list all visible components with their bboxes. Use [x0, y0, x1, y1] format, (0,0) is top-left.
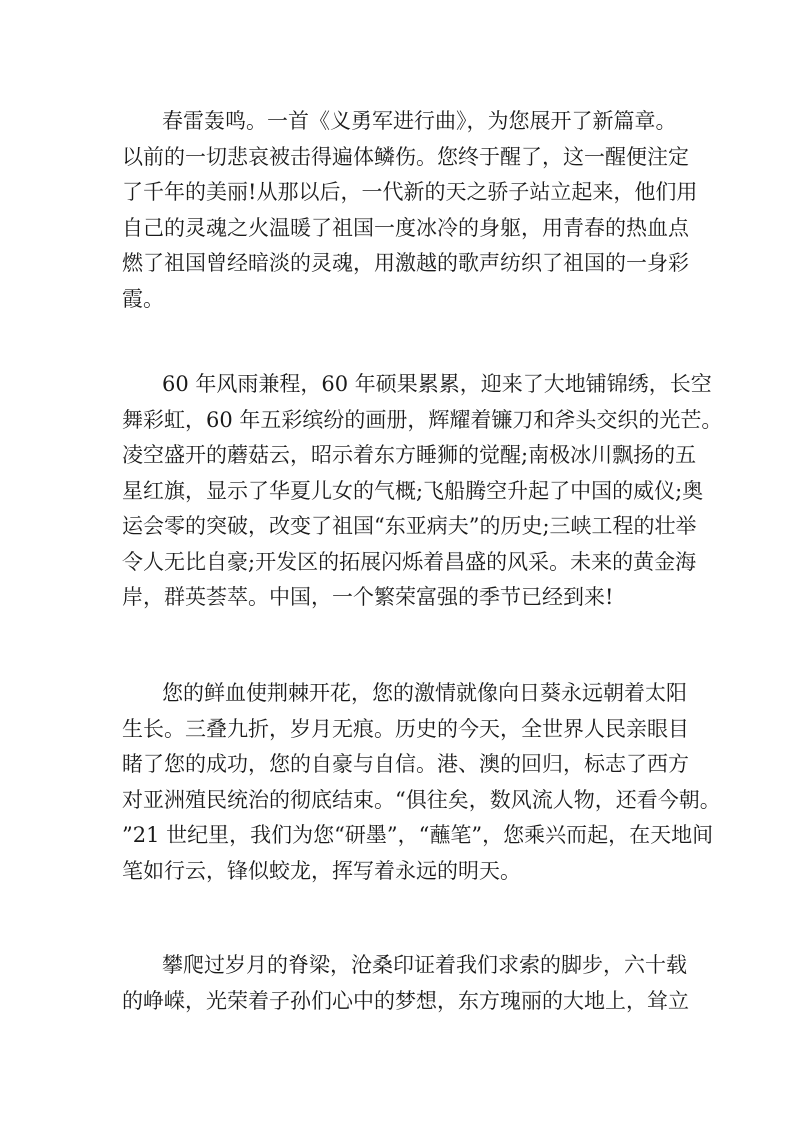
- text-line: 岸，群英荟萃。中国，一个繁荣富强的季节已经到来!: [122, 585, 614, 609]
- text-line: 燃了祖国曾经暗淡的灵魂，用激越的歌声纺织了祖国的一身彩: [122, 251, 689, 275]
- text-line: 凌空盛开的蘑菇云，昭示着东方睡狮的觉醒;南极冰川飘扬的五: [122, 443, 697, 467]
- text-line: 睹了您的成功，您的自豪与自信。港、澳的回归，标志了西方: [122, 752, 689, 776]
- text-line: 60 年风雨兼程，60 年硕果累累，迎来了大地铺锦绣，长空: [162, 372, 712, 396]
- text-line: 自己的灵魂之火温暖了祖国一度冰冷的身躯，用青春的热血点: [122, 215, 689, 240]
- text-line: 对亚洲殖民统治的彻底结束。“俱往矣，数风流人物，还看今朝。: [122, 787, 721, 812]
- text-line: 笔如行云，锋似蛟龙，挥写着永远的明天。: [122, 858, 521, 883]
- text-line: 令人无比自豪;开发区的拓展闪烁着昌盛的风采。未来的黄金海: [122, 549, 697, 574]
- text-line: 以前的一切悲哀被击得遍体鳞伤。您终于醒了，这一醒便注定: [122, 144, 689, 169]
- text-line: 霞。: [122, 286, 164, 311]
- paragraph-2: [122, 367, 723, 616]
- text-line: 春雷轰鸣。一首《义勇军进行曲》，为您展开了新篇章。: [162, 109, 677, 133]
- text-line: 的峥嵘，光荣着子孙们心中的梦想，东方瑰丽的大地上，耸立: [122, 988, 689, 1013]
- text-line: 星红旗，显示了华夏儿女的气概;飞船腾空升起了中国的威仪;奥: [122, 478, 704, 503]
- text-line: 运会零的突破，改变了祖国“东亚病夫”的历史;三峡工程的壮举: [122, 514, 697, 538]
- text-line: 舞彩虹，60 年五彩缤纷的画册，辉耀着镰刀和斧头交织的光芒。: [122, 407, 723, 432]
- text-line: 攀爬过岁月的脊梁，沧桑印证着我们求索的脚步，六十载: [162, 953, 687, 977]
- paragraph-3: [122, 676, 721, 889]
- paragraph-1: [122, 104, 698, 317]
- text-line: 您的鲜血使荆棘开花，您的激情就像向日葵永远朝着太阳: [162, 681, 687, 705]
- text-line: 生长。三叠九折，岁月无痕。历史的今天，全世界人民亲眼目: [122, 716, 689, 741]
- paragraph-4: [122, 948, 689, 1019]
- text-line: ”21 世纪里，我们为您“研墨”，“蘸笔”，您乘兴而起，在天地间: [122, 823, 714, 847]
- text-line: 了千年的美丽!从那以后，一代新的天之骄子站立起来，他们用: [122, 180, 698, 204]
